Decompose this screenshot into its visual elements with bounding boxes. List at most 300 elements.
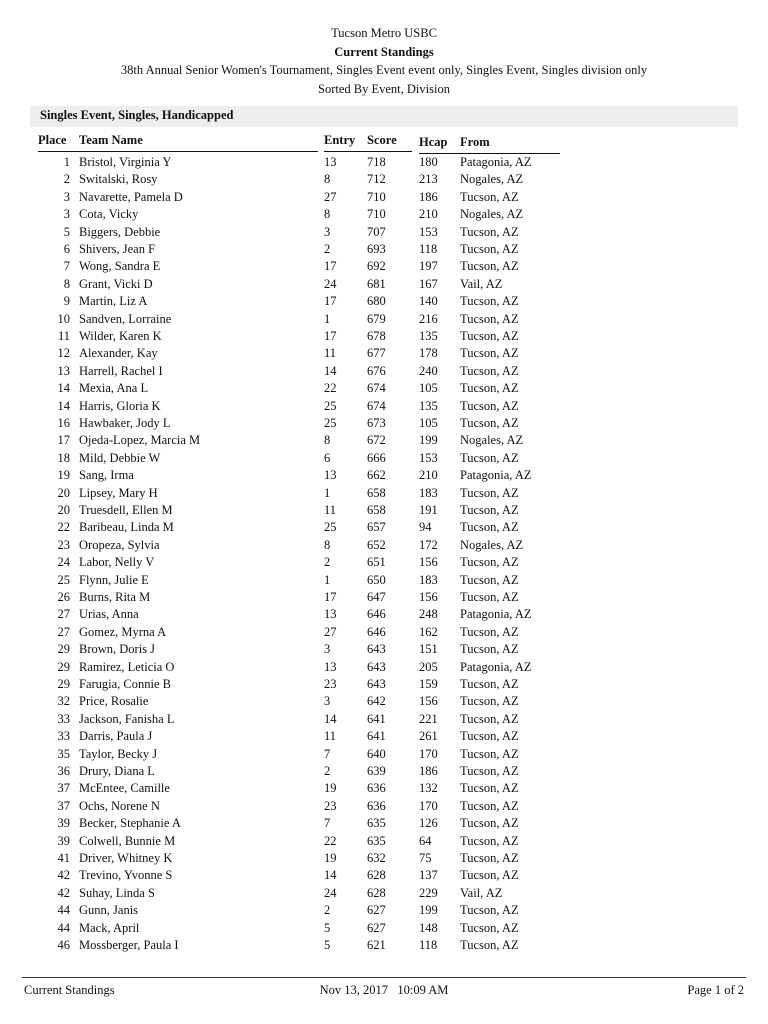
team-name-cell: Hawbaker, Jody L xyxy=(79,416,171,430)
team-name-cell: Flynn, Julie E xyxy=(79,572,149,587)
hcap-cell: 197 xyxy=(419,259,438,274)
place-cell: 9 xyxy=(63,294,70,309)
place-cell: 32 xyxy=(57,694,70,709)
header-underline-team xyxy=(38,151,318,152)
place-cell: 18 xyxy=(57,450,70,465)
table-row xyxy=(0,345,768,362)
score-cell: 679 xyxy=(367,311,386,326)
team-name-cell: Truesdell, Ellen M xyxy=(79,503,173,517)
place-cell: 29 xyxy=(57,642,70,657)
entry-cell: 2 xyxy=(324,764,331,778)
score-cell: 650 xyxy=(367,572,386,587)
team-name-cell: Harrell, Rachel I xyxy=(79,363,163,378)
score-cell: 662 xyxy=(367,468,386,483)
from-cell: Tucson, AZ xyxy=(460,450,519,465)
score-cell: 652 xyxy=(367,537,386,552)
entry-cell: 22 xyxy=(324,381,337,396)
entry-cell: 1 xyxy=(324,572,331,587)
table-row xyxy=(0,798,768,815)
hcap-cell: 178 xyxy=(419,346,438,361)
table-row xyxy=(0,276,768,293)
from-cell: Tucson, AZ xyxy=(460,624,519,639)
section-title: Singles Event, Singles, Handicapped xyxy=(40,108,234,122)
place-cell: 3 xyxy=(63,207,70,222)
table-row xyxy=(0,258,768,275)
hcap-cell: 170 xyxy=(419,798,438,813)
score-cell: 635 xyxy=(367,816,386,831)
team-name-cell: Trevino, Yvonne S xyxy=(79,868,173,883)
hcap-cell: 210 xyxy=(419,207,438,222)
entry-cell: 22 xyxy=(324,833,337,848)
place-cell: 29 xyxy=(57,659,70,674)
hcap-cell: 183 xyxy=(419,572,438,587)
report-subtitle: 38th Annual Senior Women's Tournament, Singles Event event only, Singles Event, Singles division only xyxy=(120,63,648,77)
entry-cell: 17 xyxy=(324,590,337,604)
place-cell: 6 xyxy=(63,242,70,256)
score-cell: 674 xyxy=(367,381,386,396)
table-row xyxy=(0,693,768,710)
table-row xyxy=(0,467,768,484)
table-row xyxy=(0,328,768,345)
header-underline-entry-score xyxy=(324,151,412,152)
team-name-cell: Harris, Gloria K xyxy=(79,398,161,413)
team-name-cell: Ramirez, Leticia O xyxy=(79,659,175,674)
team-name-cell: Labor, Nelly V xyxy=(79,555,155,570)
from-cell: Tucson, AZ xyxy=(460,572,519,587)
entry-cell: 3 xyxy=(324,642,331,657)
from-cell: Tucson, AZ xyxy=(460,259,519,274)
hcap-cell: 170 xyxy=(419,746,438,761)
hcap-cell: 118 xyxy=(419,938,438,952)
table-row xyxy=(0,502,768,519)
from-cell: Tucson, AZ xyxy=(460,746,519,761)
score-cell: 676 xyxy=(367,363,386,378)
footer-divider xyxy=(22,977,746,978)
team-name-cell: Gunn, Janis xyxy=(79,903,139,918)
table-row xyxy=(0,206,768,223)
hcap-cell: 153 xyxy=(419,224,438,239)
place-cell: 33 xyxy=(57,711,70,726)
table-row xyxy=(0,380,768,397)
entry-cell: 14 xyxy=(324,868,337,883)
place-cell: 41 xyxy=(57,851,70,865)
score-cell: 674 xyxy=(367,398,386,413)
entry-cell: 14 xyxy=(324,711,337,726)
team-name-cell: Martin, Liz A xyxy=(79,294,148,309)
hcap-cell: 148 xyxy=(419,920,438,935)
from-cell: Tucson, AZ xyxy=(460,816,519,831)
entry-cell: 2 xyxy=(324,903,331,918)
entry-cell: 13 xyxy=(324,468,337,483)
from-cell: Nogales, AZ xyxy=(460,433,524,448)
table-row xyxy=(0,554,768,571)
entry-cell: 2 xyxy=(324,242,331,256)
hcap-cell: 240 xyxy=(419,363,438,378)
table-row xyxy=(0,171,768,188)
from-cell: Nogales, AZ xyxy=(460,537,524,552)
hcap-cell: 156 xyxy=(419,694,438,709)
place-cell: 14 xyxy=(57,398,70,413)
score-cell: 707 xyxy=(367,224,386,239)
score-cell: 646 xyxy=(367,624,386,639)
from-cell: Tucson, AZ xyxy=(460,485,519,500)
sort-note: Sorted By Event, Division xyxy=(318,81,450,96)
score-cell: 657 xyxy=(367,520,386,535)
from-cell: Tucson, AZ xyxy=(460,398,519,413)
team-name-cell: Burns, Rita M xyxy=(79,590,151,604)
hcap-cell: 105 xyxy=(419,416,438,430)
hcap-cell: 199 xyxy=(419,903,438,918)
team-name-cell: Taylor, Becky J xyxy=(79,746,158,761)
table-row xyxy=(0,485,768,502)
entry-cell: 8 xyxy=(324,207,331,222)
entry-cell: 14 xyxy=(324,363,337,378)
entry-cell: 13 xyxy=(324,155,337,169)
score-cell: 672 xyxy=(367,433,386,448)
place-cell: 8 xyxy=(63,276,70,291)
table-row xyxy=(0,450,768,467)
score-cell: 658 xyxy=(367,503,386,517)
from-cell: Tucson, AZ xyxy=(460,416,519,430)
table-row xyxy=(0,154,768,171)
from-cell: Tucson, AZ xyxy=(460,920,519,935)
team-name-cell: Price, Rosalie xyxy=(79,694,149,709)
from-cell: Tucson, AZ xyxy=(460,242,519,256)
team-name-cell: Ojeda-Lopez, Marcia M xyxy=(79,433,201,448)
table-row xyxy=(0,867,768,884)
table-row xyxy=(0,537,768,554)
col-header-from: From xyxy=(460,135,490,149)
hcap-cell: 94 xyxy=(419,520,432,535)
score-cell: 693 xyxy=(367,242,386,256)
hcap-cell: 126 xyxy=(419,816,438,831)
from-cell: Tucson, AZ xyxy=(460,224,519,239)
team-name-cell: Suhay, Linda S xyxy=(79,885,155,900)
score-cell: 628 xyxy=(367,885,386,900)
hcap-cell: 229 xyxy=(419,885,438,900)
org-name: Tucson Metro USBC xyxy=(331,26,437,40)
place-cell: 19 xyxy=(57,468,70,483)
entry-cell: 5 xyxy=(324,920,331,935)
team-name-cell: Becker, Stephanie A xyxy=(79,816,181,831)
team-name-cell: McEntee, Camille xyxy=(79,781,170,796)
place-cell: 37 xyxy=(57,798,70,813)
team-name-cell: Drury, Diana L xyxy=(79,764,155,778)
team-name-cell: Jackson, Fanisha L xyxy=(79,711,175,726)
place-cell: 33 xyxy=(57,729,70,744)
from-cell: Tucson, AZ xyxy=(460,833,519,848)
report-title: Current Standings xyxy=(334,44,434,59)
from-cell: Tucson, AZ xyxy=(460,294,519,309)
hcap-cell: 105 xyxy=(419,381,438,396)
hcap-cell: 156 xyxy=(419,590,438,604)
table-row xyxy=(0,763,768,780)
place-cell: 20 xyxy=(57,503,70,517)
place-cell: 24 xyxy=(57,555,70,570)
from-cell: Tucson, AZ xyxy=(460,381,519,396)
hcap-cell: 186 xyxy=(419,764,438,778)
entry-cell: 1 xyxy=(324,485,331,500)
table-row xyxy=(0,815,768,832)
score-cell: 710 xyxy=(367,189,386,204)
entry-cell: 25 xyxy=(324,398,337,413)
entry-cell: 13 xyxy=(324,659,337,674)
team-name-cell: Bristol, Virginia Y xyxy=(79,155,172,169)
score-cell: 640 xyxy=(367,746,386,761)
score-cell: 658 xyxy=(367,485,386,500)
from-cell: Nogales, AZ xyxy=(460,207,524,222)
entry-cell: 8 xyxy=(324,537,331,552)
place-cell: 44 xyxy=(57,920,70,935)
table-row xyxy=(0,902,768,919)
score-cell: 666 xyxy=(367,450,386,465)
from-cell: Patagonia, AZ xyxy=(460,659,532,674)
hcap-cell: 186 xyxy=(419,189,438,204)
score-cell: 627 xyxy=(367,920,386,935)
col-header-score: Score xyxy=(367,133,397,147)
table-row xyxy=(0,885,768,902)
from-cell: Vail, AZ xyxy=(460,276,503,291)
hcap-cell: 118 xyxy=(419,242,438,256)
team-name-cell: Colwell, Bunnie M xyxy=(79,833,176,848)
score-cell: 642 xyxy=(367,694,386,709)
team-name-cell: Lipsey, Mary H xyxy=(79,485,158,500)
score-cell: 635 xyxy=(367,833,386,848)
entry-cell: 3 xyxy=(324,224,331,239)
team-name-cell: Gomez, Myrna A xyxy=(79,624,167,639)
from-cell: Tucson, AZ xyxy=(460,694,519,709)
team-name-cell: Navarette, Pamela D xyxy=(79,189,183,204)
table-row xyxy=(0,241,768,258)
place-cell: 10 xyxy=(57,311,70,326)
hcap-cell: 199 xyxy=(419,433,438,448)
hcap-cell: 135 xyxy=(419,329,438,343)
table-row xyxy=(0,189,768,206)
place-cell: 22 xyxy=(57,520,70,535)
team-name-cell: Driver, Whitney K xyxy=(79,851,173,865)
team-name-cell: Sandven, Lorraine xyxy=(79,311,172,326)
section-bar xyxy=(30,106,738,127)
entry-cell: 24 xyxy=(324,885,337,900)
from-cell: Patagonia, AZ xyxy=(460,607,532,622)
table-row xyxy=(0,415,768,432)
entry-cell: 19 xyxy=(324,781,337,796)
score-cell: 681 xyxy=(367,276,386,291)
hcap-cell: 210 xyxy=(419,468,438,483)
score-cell: 712 xyxy=(367,172,386,187)
team-name-cell: Ochs, Norene N xyxy=(79,798,160,813)
hcap-cell: 137 xyxy=(419,868,438,883)
team-name-cell: Urias, Anna xyxy=(79,607,139,622)
entry-cell: 17 xyxy=(324,259,337,274)
score-cell: 643 xyxy=(367,659,386,674)
hcap-cell: 248 xyxy=(419,607,438,622)
score-cell: 692 xyxy=(367,259,386,274)
place-cell: 11 xyxy=(57,329,70,343)
col-header-hcap: Hcap xyxy=(419,135,448,149)
entry-cell: 24 xyxy=(324,276,337,291)
score-cell: 718 xyxy=(367,155,386,169)
team-name-cell: Mexia, Ana L xyxy=(79,381,149,396)
table-row xyxy=(0,780,768,797)
place-cell: 23 xyxy=(57,537,70,552)
hcap-cell: 64 xyxy=(419,833,432,848)
place-cell: 5 xyxy=(63,224,70,239)
score-cell: 621 xyxy=(367,938,386,952)
team-name-cell: Mild, Debbie W xyxy=(79,450,161,465)
from-cell: Tucson, AZ xyxy=(460,329,519,343)
table-row xyxy=(0,711,768,728)
hcap-cell: 140 xyxy=(419,294,438,309)
team-name-cell: Mossberger, Paula I xyxy=(79,938,179,952)
place-cell: 42 xyxy=(57,868,70,883)
place-cell: 20 xyxy=(57,485,70,500)
entry-cell: 11 xyxy=(324,346,337,361)
table-row xyxy=(0,624,768,641)
from-cell: Tucson, AZ xyxy=(460,781,519,796)
from-cell: Tucson, AZ xyxy=(460,189,519,204)
hcap-cell: 135 xyxy=(419,398,438,413)
from-cell: Tucson, AZ xyxy=(460,868,519,883)
from-cell: Tucson, AZ xyxy=(460,520,519,535)
from-cell: Tucson, AZ xyxy=(460,938,519,952)
place-cell: 37 xyxy=(57,781,70,796)
hcap-cell: 151 xyxy=(419,642,438,657)
score-cell: 636 xyxy=(367,798,386,813)
from-cell: Nogales, AZ xyxy=(460,172,524,187)
footer-timestamp: Nov 13, 2017 10:09 AM xyxy=(319,983,449,997)
place-cell: 44 xyxy=(57,903,70,918)
col-header-entry: Entry xyxy=(324,133,356,147)
entry-cell: 2 xyxy=(324,555,331,570)
hcap-cell: 153 xyxy=(419,450,438,465)
score-cell: 639 xyxy=(367,764,386,778)
from-cell: Tucson, AZ xyxy=(460,311,519,326)
col-header-team-name: Team Name xyxy=(79,133,143,147)
score-cell: 673 xyxy=(367,416,386,430)
place-cell: 39 xyxy=(57,833,70,848)
table-row xyxy=(0,293,768,310)
entry-cell: 25 xyxy=(324,520,337,535)
team-name-cell: Wong, Sandra E xyxy=(79,259,161,274)
from-cell: Patagonia, AZ xyxy=(460,155,532,169)
table-row xyxy=(0,746,768,763)
place-cell: 27 xyxy=(57,624,70,639)
from-cell: Tucson, AZ xyxy=(460,677,519,691)
from-cell: Tucson, AZ xyxy=(460,711,519,726)
team-name-cell: Darris, Paula J xyxy=(79,729,153,744)
entry-cell: 8 xyxy=(324,433,331,448)
hcap-cell: 183 xyxy=(419,485,438,500)
hcap-cell: 205 xyxy=(419,659,438,674)
score-cell: 643 xyxy=(367,642,386,657)
hcap-cell: 213 xyxy=(419,172,438,187)
from-cell: Vail, AZ xyxy=(460,885,503,900)
from-cell: Tucson, AZ xyxy=(460,555,519,570)
place-cell: 25 xyxy=(57,572,70,587)
entry-cell: 19 xyxy=(324,851,337,865)
table-row xyxy=(0,432,768,449)
from-cell: Tucson, AZ xyxy=(460,903,519,918)
team-name-cell: Oropeza, Sylvia xyxy=(79,537,160,552)
place-cell: 46 xyxy=(57,938,70,952)
place-cell: 13 xyxy=(57,363,70,378)
entry-cell: 17 xyxy=(324,329,337,343)
hcap-cell: 180 xyxy=(419,155,438,169)
entry-cell: 23 xyxy=(324,677,337,691)
table-row xyxy=(0,937,768,954)
from-cell: Tucson, AZ xyxy=(460,729,519,744)
team-name-cell: Mack, April xyxy=(79,920,140,935)
from-cell: Tucson, AZ xyxy=(460,851,519,865)
from-cell: Tucson, AZ xyxy=(460,764,519,778)
place-cell: 26 xyxy=(57,590,70,604)
place-cell: 3 xyxy=(63,189,70,204)
entry-cell: 11 xyxy=(324,503,337,517)
place-cell: 1 xyxy=(63,155,70,169)
score-cell: 710 xyxy=(367,207,386,222)
table-row xyxy=(0,572,768,589)
from-cell: Tucson, AZ xyxy=(460,590,519,604)
score-cell: 678 xyxy=(367,329,386,343)
team-name-cell: Alexander, Kay xyxy=(79,346,158,361)
entry-cell: 25 xyxy=(324,416,337,430)
team-name-cell: Shivers, Jean F xyxy=(79,242,156,256)
team-name-cell: Baribeau, Linda M xyxy=(79,520,174,535)
table-row xyxy=(0,641,768,658)
place-cell: 27 xyxy=(57,607,70,622)
team-name-cell: Sang, Irma xyxy=(79,468,134,483)
team-name-cell: Biggers, Debbie xyxy=(79,224,161,239)
hcap-cell: 172 xyxy=(419,537,438,552)
hcap-cell: 191 xyxy=(419,503,438,517)
from-cell: Tucson, AZ xyxy=(460,642,519,657)
score-cell: 641 xyxy=(367,729,386,744)
score-cell: 643 xyxy=(367,677,386,691)
place-cell: 17 xyxy=(57,433,70,448)
score-cell: 646 xyxy=(367,607,386,622)
place-cell: 35 xyxy=(57,746,70,761)
table-row xyxy=(0,589,768,606)
table-row xyxy=(0,311,768,328)
col-header-place: Place xyxy=(38,133,67,147)
entry-cell: 27 xyxy=(324,189,337,204)
table-row xyxy=(0,659,768,676)
place-cell: 2 xyxy=(63,172,70,187)
hcap-cell: 261 xyxy=(419,729,438,744)
place-cell: 42 xyxy=(57,885,70,900)
from-cell: Patagonia, AZ xyxy=(460,468,532,483)
place-cell: 36 xyxy=(57,764,70,778)
hcap-cell: 221 xyxy=(419,711,438,726)
table-row xyxy=(0,676,768,693)
score-cell: 628 xyxy=(367,868,386,883)
footer-page-number: Page 1 of 2 xyxy=(687,983,744,997)
entry-cell: 5 xyxy=(324,938,331,952)
score-cell: 636 xyxy=(367,781,386,796)
entry-cell: 11 xyxy=(324,729,337,744)
place-cell: 7 xyxy=(63,259,70,274)
entry-cell: 3 xyxy=(324,694,331,709)
table-row xyxy=(0,398,768,415)
table-row xyxy=(0,606,768,623)
team-name-cell: Cota, Vicky xyxy=(79,207,139,222)
from-cell: Tucson, AZ xyxy=(460,503,519,517)
table-row xyxy=(0,920,768,937)
score-cell: 677 xyxy=(367,346,386,361)
hcap-cell: 162 xyxy=(419,624,438,639)
place-cell: 16 xyxy=(57,416,70,430)
